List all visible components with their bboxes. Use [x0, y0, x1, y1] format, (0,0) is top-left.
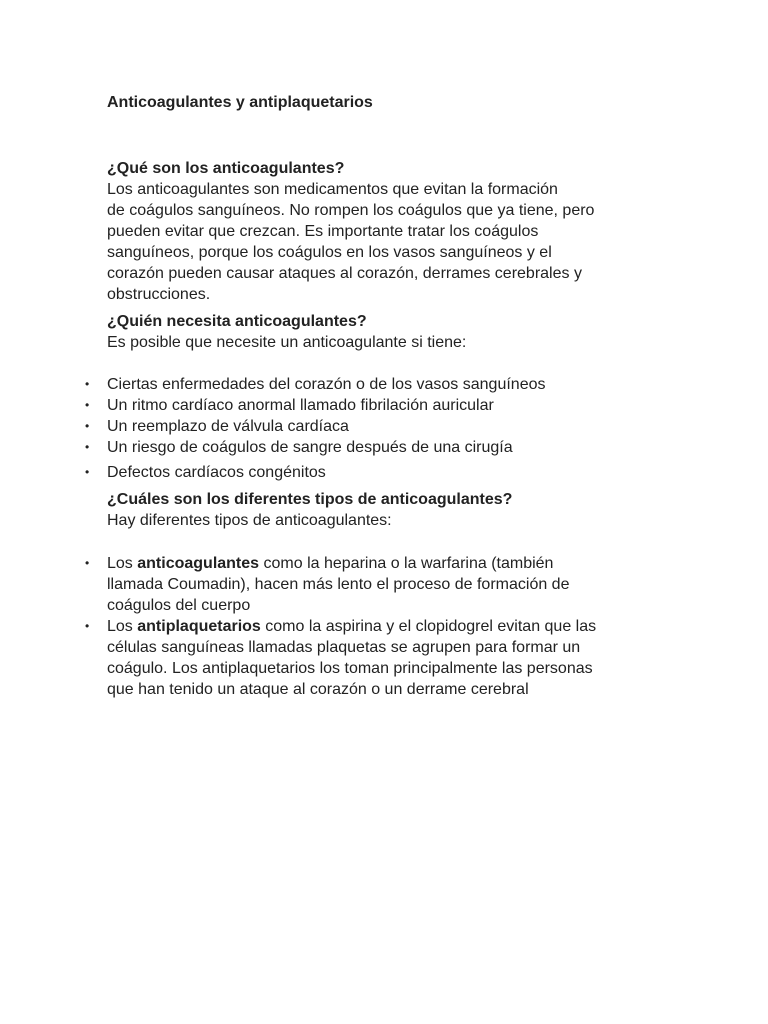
list-item-continuation: coágulos del cuerpo: [107, 597, 251, 614]
types-list: [0, 553, 700, 700]
list-item-text: Defectos cardíacos congénitos: [107, 464, 326, 481]
section-heading: ¿Quién necesita anticoagulantes?: [107, 313, 367, 330]
section-intro: Es posible que necesite un anticoagulante si tiene:: [107, 334, 467, 351]
list-item-continuation: coágulo. Los antiplaquetarios los toman principalmente las personas: [107, 660, 593, 677]
list-item-continuation: que han tenido un ataque al corazón o un derrame cerebral: [107, 681, 529, 698]
list-item-text: Ciertas enfermedades del corazón o de los vasos sanguíneos: [107, 376, 546, 393]
section-intro: Hay diferentes tipos de anticoagulantes:: [107, 512, 392, 529]
bold-term: anticoagulantes: [137, 555, 260, 572]
bullet-icon: •: [85, 619, 90, 633]
list-item-text: Un reemplazo de válvula cardíaca: [107, 418, 349, 435]
list-item: [0, 374, 700, 395]
list-item: [0, 462, 700, 483]
paragraph-line: de coágulos sanguíneos. No rompen los coágulos que ya tiene, pero: [107, 202, 595, 219]
list-item: [0, 616, 700, 700]
paragraph-line: Los anticoagulantes son medicamentos que evitan la formación: [107, 181, 558, 198]
list-item-text: Los antiplaquetarios como la aspirina y el clopidogrel evitan que las: [107, 618, 597, 635]
bullet-icon: •: [85, 465, 90, 479]
section-who-needs: [107, 311, 667, 353]
list-item: [0, 437, 700, 458]
section-types: [107, 489, 667, 531]
list-item-text: Los anticoagulantes como la heparina o la warfarina (también: [107, 555, 554, 572]
section-what-are-anticoagulants: [107, 158, 667, 305]
list-item: [0, 553, 700, 616]
section-heading: ¿Qué son los anticoagulantes?: [107, 160, 345, 177]
bold-term: antiplaquetarios: [137, 618, 261, 635]
list-item: [0, 395, 700, 416]
section-paragraph: [107, 179, 667, 305]
list-item-continuation: llamada Coumadin), hacen más lento el proceso de formación de: [107, 576, 570, 593]
bullet-icon: •: [85, 377, 90, 391]
who-needs-list: [0, 374, 700, 483]
list-item-continuation: células sanguíneas llamadas plaquetas se agrupen para formar un: [107, 639, 581, 656]
bullet-icon: •: [85, 419, 90, 433]
paragraph-line: obstrucciones.: [107, 286, 211, 303]
bullet-icon: •: [85, 398, 90, 412]
paragraph-line: corazón pueden causar ataques al corazón, derrames cerebrales y: [107, 265, 582, 282]
section-heading: ¿Cuáles son los diferentes tipos de anticoagulantes?: [107, 491, 513, 508]
paragraph-line: pueden evitar que crezcan. Es importante tratar los coágulos: [107, 223, 539, 240]
list-item: [0, 416, 700, 437]
document-title: Anticoagulantes y antiplaquetarios: [107, 94, 373, 111]
bullet-icon: •: [85, 556, 90, 570]
bullet-icon: •: [85, 440, 90, 454]
list-item-text: Un ritmo cardíaco anormal llamado fibrilación auricular: [107, 397, 494, 414]
paragraph-line: sanguíneos, porque los coágulos en los vasos sanguíneos y el: [107, 244, 552, 261]
list-item-text: Un riesgo de coágulos de sangre después de una cirugía: [107, 439, 513, 456]
